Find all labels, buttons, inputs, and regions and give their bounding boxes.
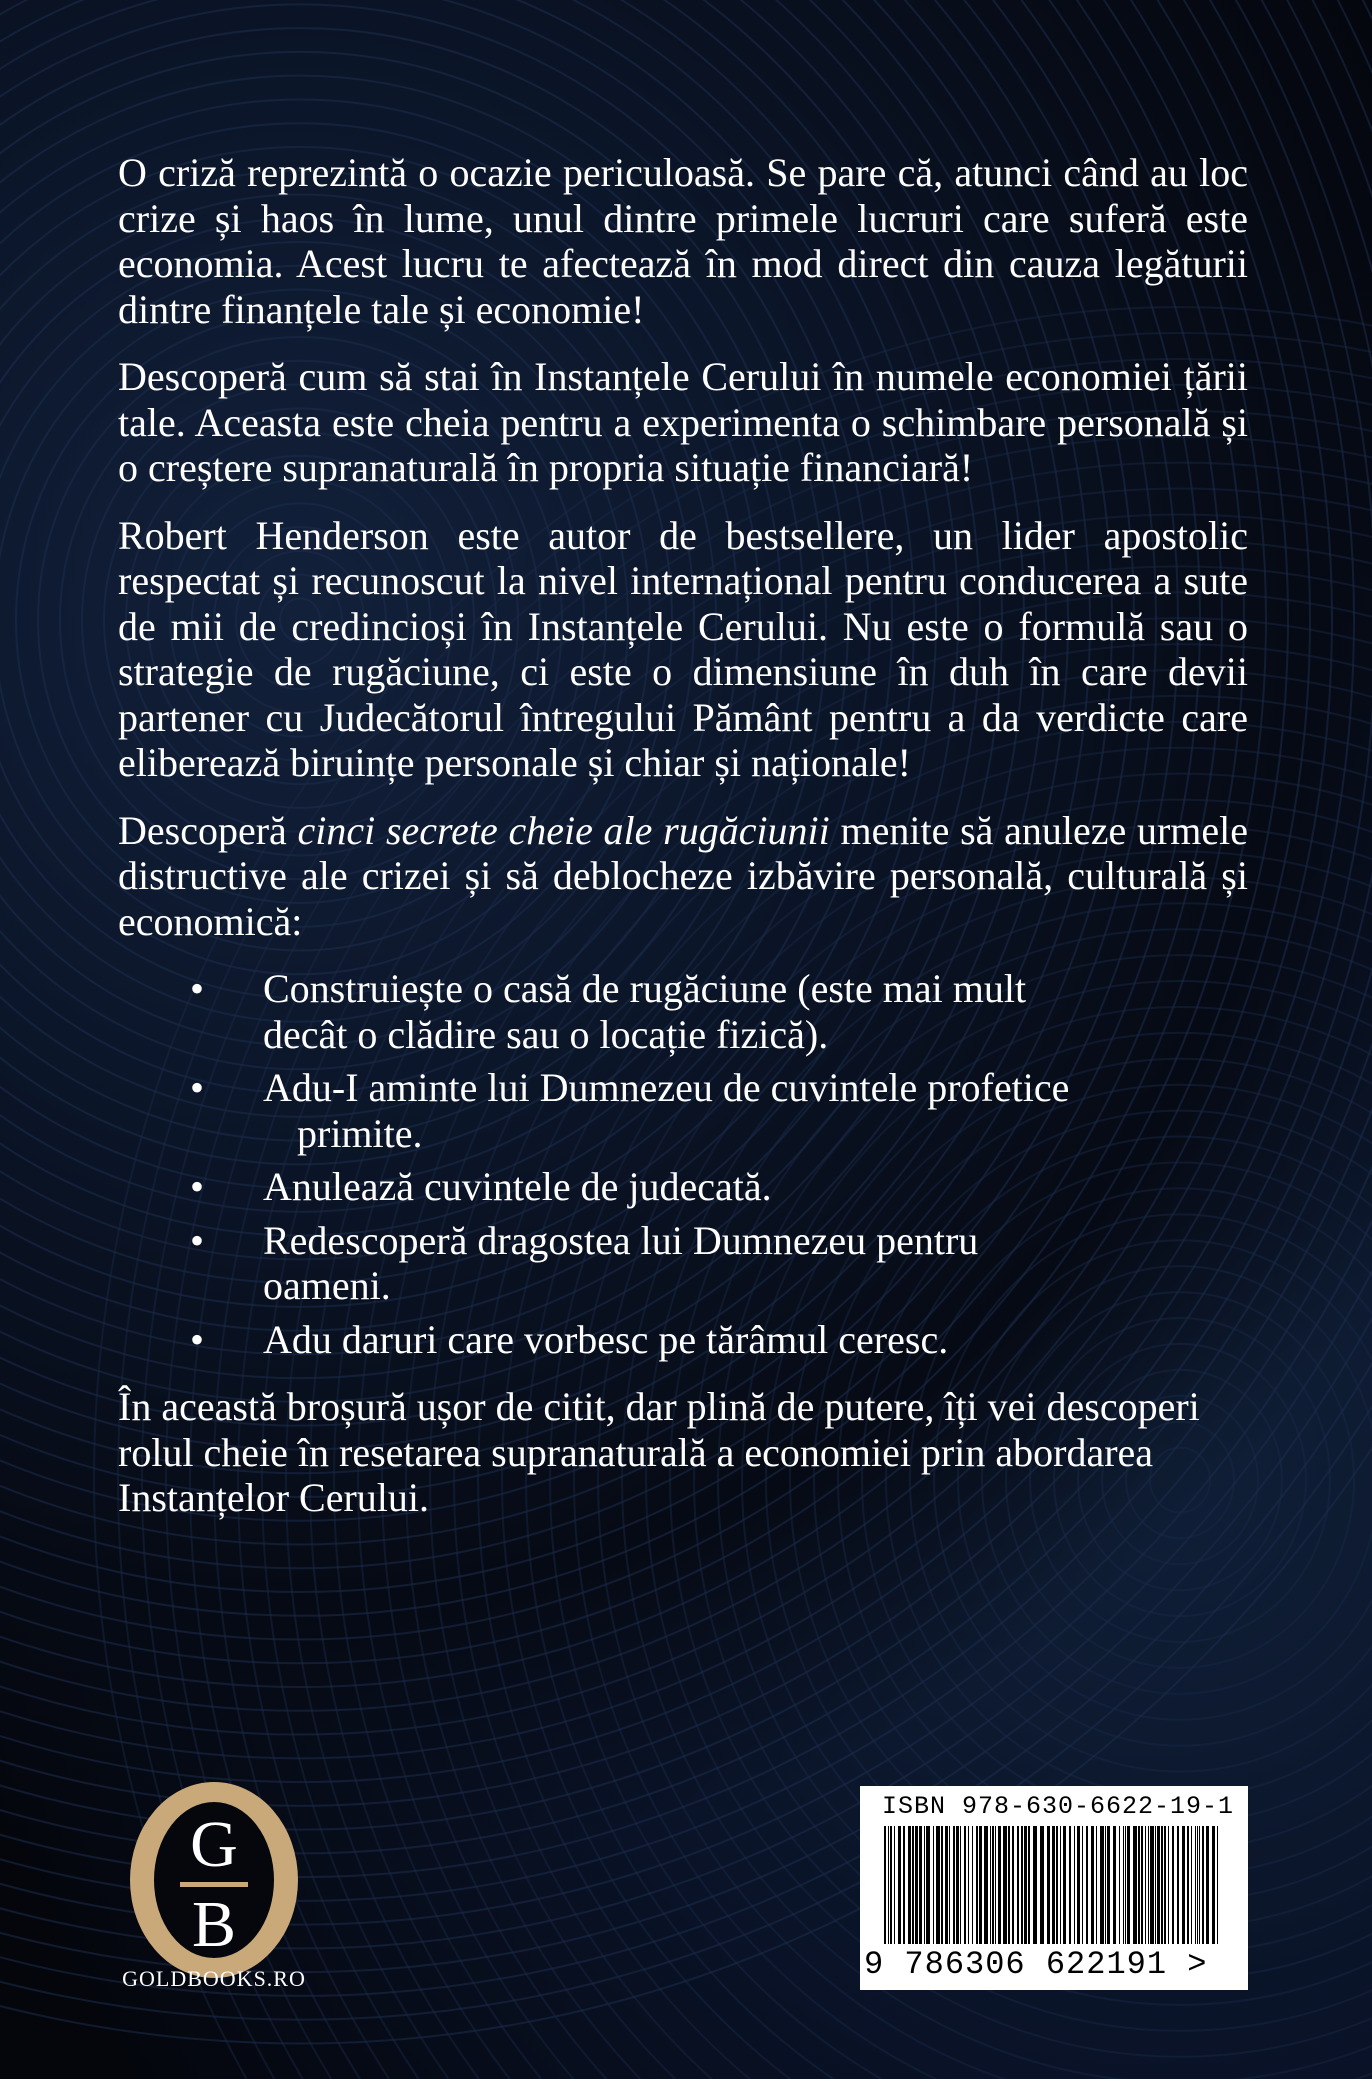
bullet-icon: • <box>190 1164 205 1209</box>
barcode-bar <box>1024 1826 1027 1944</box>
paragraph-author: Robert Henderson este autor de bestsellere, un lider apostolic respectat și recunoscut la nivel internațional pentru conducerea a sute de mii de credincioși în Instanțele Cerului. Nu este o formulă sau o strategie de rugăciune, ci este o dimensiune în duh în care devii partener cu Judecătorul întregului Pământ pentru a da verdicte care eliberează biruințe personale și chiar și naționale! <box>118 512 1248 785</box>
bullet-icon: • <box>190 1316 205 1362</box>
list-item-line2: primite. <box>297 1110 423 1156</box>
barcode-bar <box>1012 1826 1014 1944</box>
barcode-bar <box>1150 1826 1154 1944</box>
bullet-icon: • <box>190 1065 205 1110</box>
isbn-barcode <box>860 1786 1248 1990</box>
barcode-bar <box>903 1826 905 1944</box>
list-item <box>118 1164 1238 1210</box>
list-item-line1: Redescoperă dragostea lui Dumnezeu pentru <box>263 1217 979 1263</box>
barcode-bar <box>1105 1826 1106 1944</box>
isbn-label: ISBN 978-630-6622-19-1 <box>882 1792 1235 1821</box>
barcode-bar <box>1069 1826 1071 1944</box>
barcode-bars <box>884 1826 1224 1946</box>
barcode-bar <box>1187 1826 1189 1944</box>
barcode-bar <box>941 1826 943 1944</box>
paragraph-secrets <box>118 808 1248 945</box>
barcode-bar <box>1107 1826 1110 1944</box>
paragraph-closing: În această broșură ușor de citit, dar plină de putere, îți vei descoperi rolul cheie în resetarea supranaturală a economiei prin abordarea Instanțelor Cerului. <box>118 1384 1200 1520</box>
barcode-bar <box>1138 1826 1140 1944</box>
bullet-icon: • <box>190 966 205 1011</box>
list-item <box>118 966 1238 1057</box>
barcode-bar <box>1148 1826 1149 1944</box>
barcode-bar <box>972 1826 973 1944</box>
barcode-bar <box>1191 1826 1192 1944</box>
barcode-bar <box>1123 1826 1124 1944</box>
barcode-bar <box>890 1826 892 1944</box>
bullet-icon: • <box>190 1217 205 1263</box>
paragraph-discover: Descoperă cum să stai în Instanțele Cerului în numele economiei țării tale. Aceasta este cheia pentru a experimenta o schimbare personală și o creștere supranaturală în propria situație financiară! <box>118 354 1248 490</box>
barcode-bar <box>956 1826 959 1944</box>
barcode-bar <box>960 1826 961 1944</box>
barcode-bar <box>1047 1826 1050 1944</box>
list-item <box>118 1065 1238 1156</box>
barcode-bar <box>888 1826 889 1944</box>
list-item <box>118 1218 1238 1309</box>
barcode-bar <box>1003 1826 1007 1944</box>
barcode-bar <box>1008 1826 1010 1944</box>
barcode-bar <box>1217 1826 1218 1944</box>
barcode-bar <box>1157 1826 1160 1944</box>
barcode-bar <box>1100 1826 1104 1944</box>
barcode-bar <box>1199 1826 1200 1944</box>
barcode-bar <box>912 1826 914 1944</box>
barcode-bar <box>1119 1826 1120 1944</box>
barcode-bar <box>1052 1826 1055 1944</box>
barcode-bar <box>1017 1826 1019 1944</box>
barcode-bar <box>1028 1826 1030 1944</box>
barcode-bar <box>1161 1826 1163 1944</box>
barcode-bar <box>1168 1826 1169 1944</box>
barcode-bar <box>1033 1826 1037 1944</box>
barcode-bar <box>1040 1826 1044 1944</box>
barcode-bar <box>933 1826 934 1944</box>
list-item-line1: Anulează cuvintele de judecată. <box>263 1164 772 1209</box>
barcode-bar <box>949 1826 950 1944</box>
barcode-bar <box>1182 1826 1185 1944</box>
barcode-bar <box>924 1826 925 1944</box>
secrets-emphasis: cinci secrete cheie ale rugăciunii <box>297 807 830 853</box>
barcode-bar <box>1060 1826 1061 1944</box>
barcode-bar <box>1141 1826 1143 1944</box>
barcode-bar <box>968 1826 969 1944</box>
barcode-bar <box>1206 1826 1209 1944</box>
list-item-line1: Adu-I aminte lui Dumnezeu de cuvintele profetice <box>263 1065 1070 1110</box>
barcode-bar <box>995 1826 996 1944</box>
barcode-bar <box>1113 1826 1116 1944</box>
barcode-bar <box>1155 1826 1156 1944</box>
barcode-bar <box>998 1826 1001 1944</box>
barcode-bar <box>1133 1826 1137 1944</box>
barcode-bar <box>1086 1826 1088 1944</box>
barcode-bar <box>1091 1826 1094 1944</box>
barcode-bar <box>1096 1826 1097 1944</box>
barcode-bar <box>884 1826 886 1944</box>
barcode-bar <box>1063 1826 1066 1944</box>
barcode-bar <box>1074 1826 1075 1944</box>
barcode-bar <box>926 1826 930 1944</box>
paragraph-crisis: O criză reprezintă o ocazie periculoasă. Se pare că, atunci când au loc crize și haos în lume, unul dintre primele lucruri care suferă este economia. Acest lucru te afectează în mod direct din cauza legăturii dintre finanțele tale și economie! <box>118 150 1248 332</box>
barcode-bar <box>1021 1826 1023 1944</box>
list-item-line1: Construiește o casă de rugăciune (este mai mult <box>263 966 1027 1011</box>
list-item-line2: oameni. <box>263 1263 391 1308</box>
barcode-bar <box>979 1826 982 1944</box>
barcode-bar <box>953 1826 955 1944</box>
barcode-bar <box>964 1826 966 1944</box>
barcode-bar <box>1145 1826 1146 1944</box>
barcode-bar <box>1082 1826 1083 1944</box>
secrets-list <box>118 966 1248 1362</box>
barcode-bar <box>919 1826 922 1944</box>
barcode-bar <box>1127 1826 1130 1944</box>
barcode-bar <box>1056 1826 1058 1944</box>
list-item-line1: Adu daruri care vorbesc pe tărâmul ceresc. <box>263 1316 949 1362</box>
barcode-bar <box>984 1826 988 1944</box>
barcode-bar <box>1172 1826 1174 1944</box>
logo-letter-g: G <box>190 1808 238 1881</box>
barcode-bar <box>936 1826 940 1944</box>
barcode-bar <box>898 1826 901 1944</box>
barcode-bar <box>1197 1826 1198 1944</box>
publisher-name: GOLDBOOKS.RO <box>122 1966 306 1991</box>
barcode-bar <box>945 1826 948 1944</box>
barcode-bar <box>976 1826 978 1944</box>
barcode-bar <box>894 1826 895 1944</box>
logo-letter-b: B <box>191 1888 237 1961</box>
list-item-line2: decât o clădire sau o locație fizică). <box>263 1011 829 1057</box>
secrets-before: Descoperă <box>118 807 298 853</box>
barcode-bar <box>992 1826 994 1944</box>
list-item <box>118 1317 1238 1363</box>
barcode-bar <box>1077 1826 1080 1944</box>
barcode-bar <box>1164 1826 1166 1944</box>
isbn-digits: 9 786306 622191 > <box>864 1946 1208 1983</box>
barcode-bar <box>990 1826 991 1944</box>
barcode-bar <box>1195 1826 1196 1944</box>
barcode-bar <box>1202 1826 1204 1944</box>
description-text <box>118 150 1248 1543</box>
secrets-after: menite să anuleze urmele distructive ale crizei și să deblocheze izbăvire personală, culturală și economică: <box>118 807 1249 944</box>
barcode-bar <box>1177 1826 1179 1944</box>
barcode-bar <box>915 1826 918 1944</box>
barcode-bar <box>908 1826 911 1944</box>
barcode-bar <box>1125 1826 1126 1944</box>
barcode-bar <box>1212 1826 1215 1944</box>
